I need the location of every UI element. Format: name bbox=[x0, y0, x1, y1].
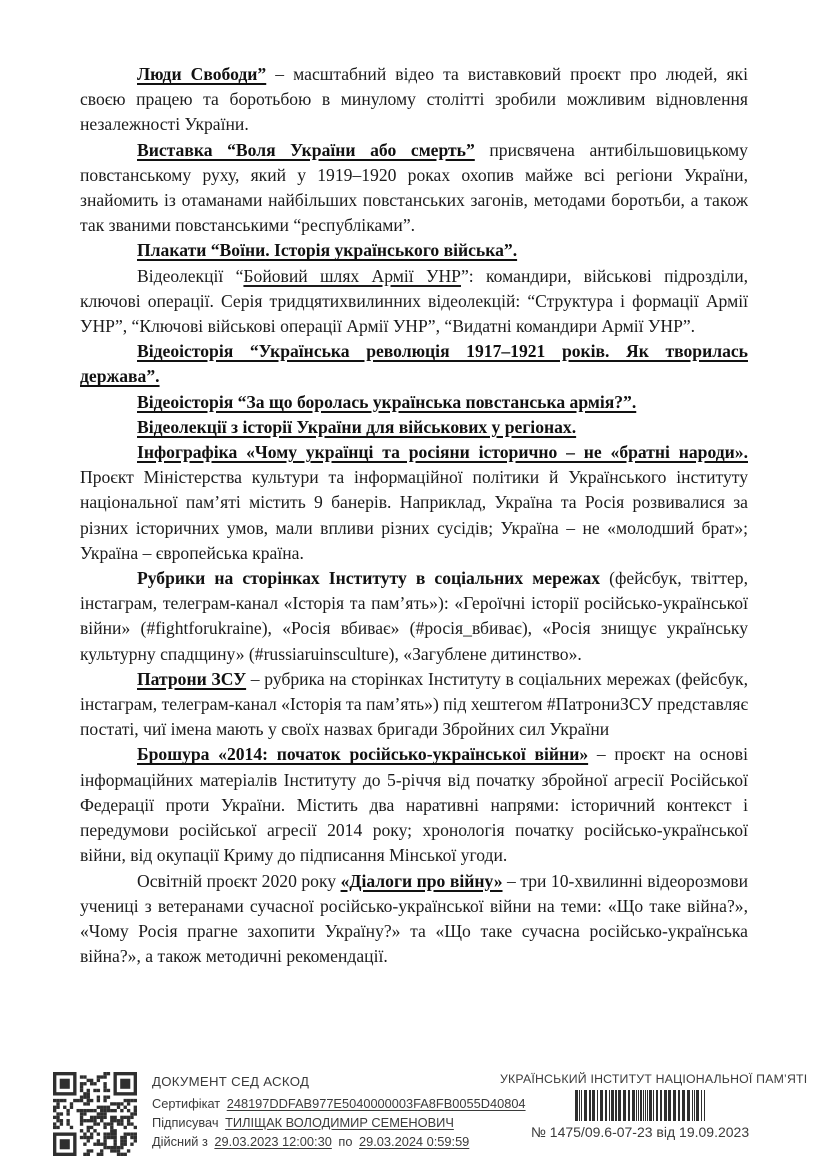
organization-name: УКРАЇНСЬКИЙ ІНСТИТУТ НАЦІОНАЛЬНОЇ ПАМ’ЯТІ bbox=[500, 1072, 808, 1086]
organization-block bbox=[500, 1072, 808, 1140]
document-paragraph bbox=[80, 667, 748, 743]
certificate-value: 248197DDFAB977E5040000003FA8FB0055D40804 bbox=[226, 1095, 526, 1111]
text-run: Бойовий шлях Армії УНР bbox=[243, 265, 461, 286]
signature-footer bbox=[0, 1064, 826, 1169]
document-paragraph bbox=[80, 339, 748, 389]
signer-line bbox=[152, 1115, 482, 1131]
text-run: Люди Свободи” bbox=[137, 64, 267, 84]
document-paragraph bbox=[80, 62, 748, 138]
document-paragraph bbox=[80, 440, 748, 566]
signer-label: Підписувач bbox=[152, 1114, 219, 1130]
document-paragraph bbox=[80, 566, 748, 667]
qr-code-icon bbox=[53, 1072, 137, 1156]
text-run: Відеолекції з історії України для військових у регіонах. bbox=[137, 416, 577, 437]
digital-signature-block bbox=[152, 1074, 526, 1149]
text-run: Рубрики на сторінках Інституту в соціальних мережах bbox=[137, 568, 601, 589]
text-run: Інфографіка «Чому українці та росіяни історично – не «братні народи». bbox=[137, 442, 748, 463]
barcode-icon bbox=[575, 1090, 705, 1121]
document-paragraph bbox=[80, 742, 748, 868]
registration-number: № 1475/09.6-07-23 від 19.09.2023 bbox=[530, 1124, 750, 1140]
validity-conjunction: по bbox=[338, 1133, 353, 1149]
signature-system-title: ДОКУМЕНТ СЕД АСКОД bbox=[152, 1074, 310, 1089]
document-paragraph bbox=[80, 238, 748, 263]
validity-label: Дійсний з bbox=[152, 1133, 208, 1149]
text-run: Освітній проєкт 2020 року bbox=[137, 870, 341, 891]
text-run: Плакати “Воїни. Історія українського війська”. bbox=[137, 240, 518, 261]
text-run: ”: командири, військові підрозділи, ключові операції. Серія тридцятихвилинних відеолекцій: “Структура і формації Армії УНР”, “Ключові військові операції Армії УНР”, “Видатні командири Армії УНР”. bbox=[80, 265, 749, 337]
document-paragraph bbox=[80, 138, 748, 239]
certificate-line bbox=[152, 1095, 526, 1112]
text-run: «Діалоги про війну» bbox=[340, 870, 503, 891]
text-run: (фейсбук, твіттер, інстаграм, телеграм-канал «Історія та пам’ять»): «Героїчні історії російсько-української війни» (#fightforukraine), «Росія вбиває» (#росія_вбиває), «Росія знищує українську культурну спадщину» (#russiaruinsculture), «Загублене дитинство». bbox=[80, 568, 748, 664]
document-paragraph bbox=[80, 869, 748, 970]
document-paragraph bbox=[80, 390, 748, 415]
document-paragraph bbox=[80, 264, 748, 340]
text-run: Відеолекції “ bbox=[137, 265, 244, 286]
text-run: Виставка “Воля України або смерть” bbox=[137, 139, 475, 160]
text-run: – масштабний відео та виставковий проєкт про людей, які своєю працею та боротьбою в минулому столітті зробили можливим відновлення незалежності України. bbox=[80, 64, 748, 135]
text-run: Відеоісторія “За що боролась українська повстанська армія?”. bbox=[137, 391, 637, 412]
signer-value: ТИЛІЩАК ВОЛОДИМИР СЕМЕНОВИЧ bbox=[225, 1114, 454, 1130]
text-run: Відеоісторія “Українська революція 1917–1921 років. Як творилась держава”. bbox=[80, 341, 748, 387]
validity-to: 29.03.2024 0:59:59 bbox=[359, 1133, 470, 1149]
text-run: – проєкт на основі інформаційних матеріалів Інституту до 5-річчя від початку збройної агресії Російської Федерації проти України. Містить два наративні напрями: історичний контекст і передумови російської агресії 2014 року; хронологія початку російсько-української війни, від окупації Криму до підписання Мінської угоди. bbox=[80, 744, 748, 866]
text-run: Патрони ЗСУ bbox=[137, 668, 247, 689]
validity-line bbox=[152, 1134, 482, 1150]
document-paragraph bbox=[80, 415, 748, 440]
text-run: присвячена антибільшовицькому повстанському руху, який у 1919–1920 роках охопив майже всі регіони України, знайомить із отаманами найбільших повстанських загонів, методами боротьби, а також так званими повстанськими “республіками”. bbox=[80, 139, 748, 236]
validity-from: 29.03.2023 12:00:30 bbox=[214, 1133, 332, 1149]
document-body bbox=[80, 62, 748, 969]
text-run: – рубрика на сторінках Інституту в соціальних мережах (фейсбук, інстаграм, телеграм-канал «Історія та пам’ять») під хештегом #ПатрониЗСУ представляє постаті, чиї імена мають у своїх назвах бригади Збройних сил України bbox=[80, 668, 748, 740]
text-run: – три 10-хвилинні відеорозмови учениці з ветеранами сучасної російсько-української війни на теми: «Що таке війна?», «Чому Росія прагне захопити Україну?» та «Що таке сучасна російсько-українська війна?», а також методичні рекомендації. bbox=[80, 870, 749, 967]
certificate-label: Сертифікат bbox=[152, 1095, 221, 1111]
text-run: Брошура «2014: початок російсько-української війни» bbox=[137, 744, 589, 765]
text-run: Проєкт Міністерства культури та інформаційної політики й Українського інституту національної пам’яті містить 9 банерів. Наприклад, Україна та Росія розвивалися за різних історичних умов, мали впливи різних сусідів; Україна – не «молодший брат»; Україна – європейська країна. bbox=[80, 467, 748, 563]
